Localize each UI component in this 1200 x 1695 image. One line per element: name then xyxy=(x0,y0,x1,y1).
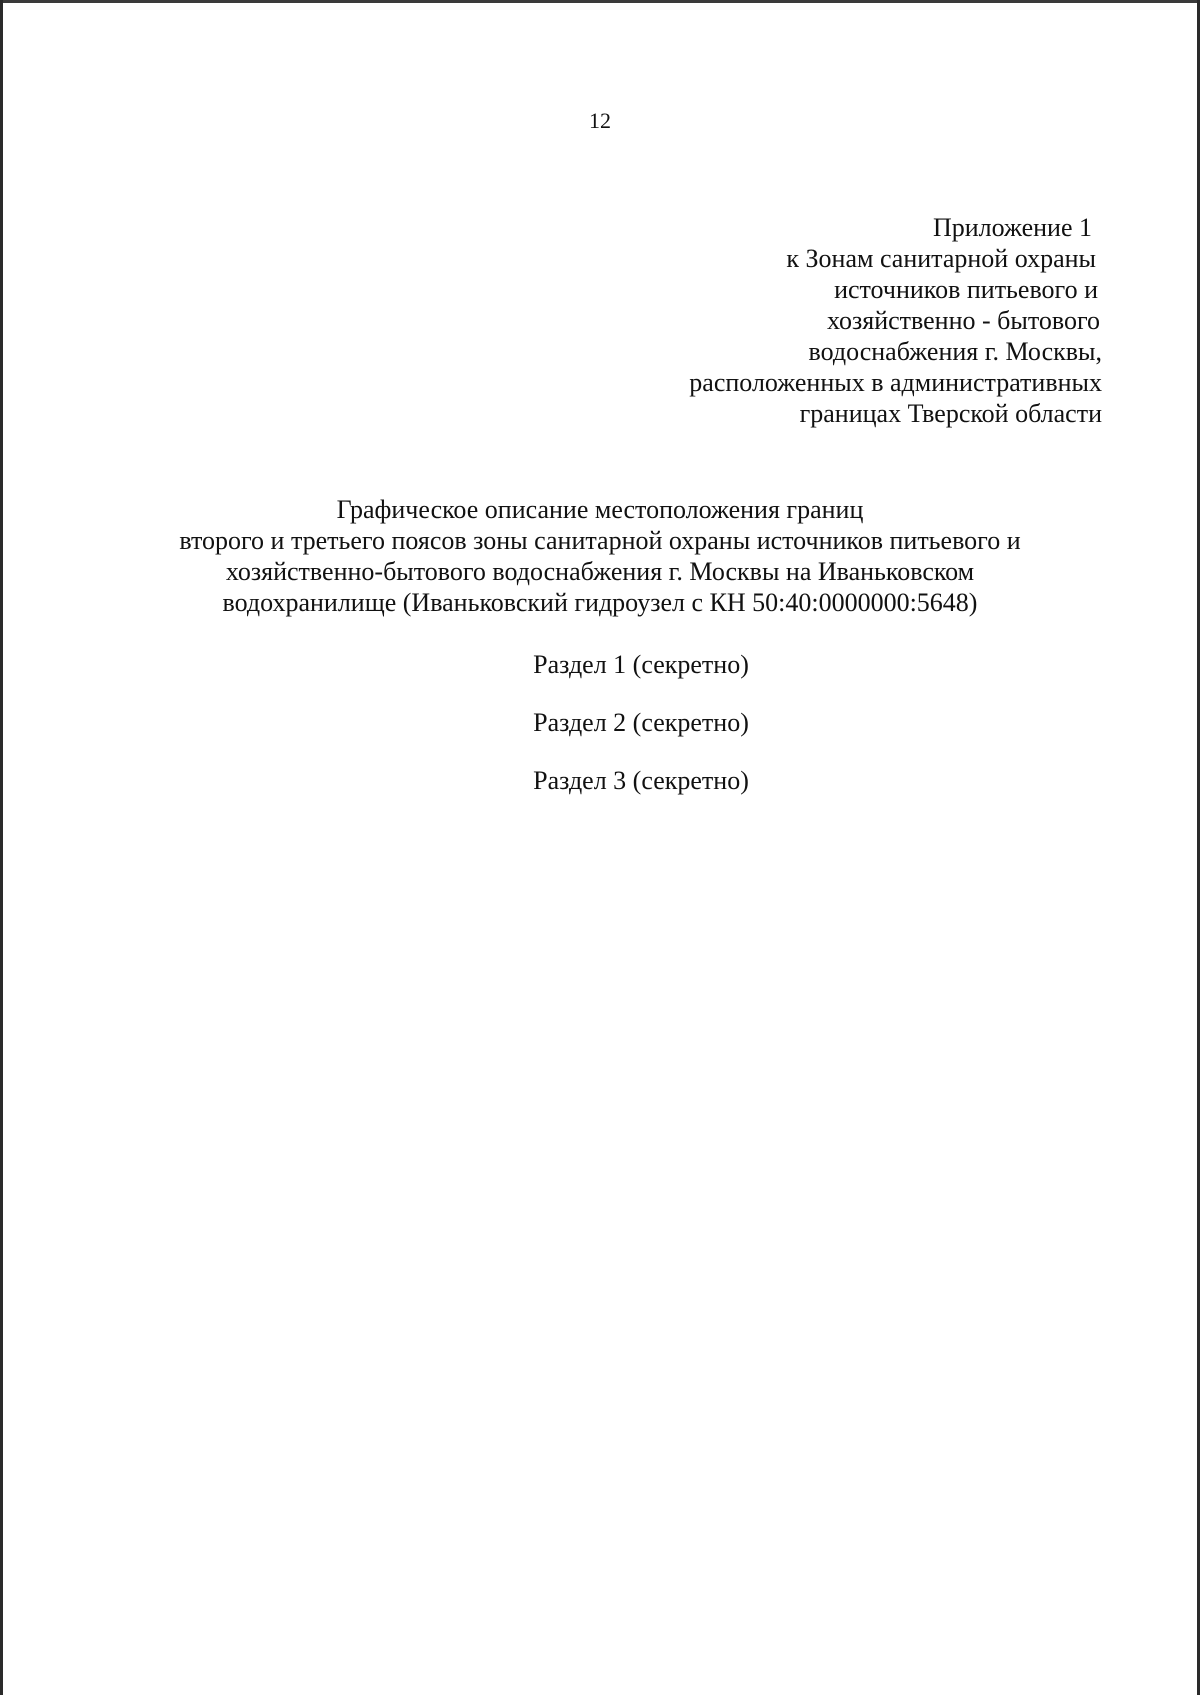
section-3-label: Раздел 3 (секретно) xyxy=(533,766,749,795)
appendix-heading xyxy=(542,212,1102,429)
appendix-line: Приложение 1 xyxy=(932,213,1092,242)
section-list xyxy=(0,649,1200,823)
document-title xyxy=(0,494,1200,618)
appendix-line: расположенных в административных xyxy=(689,368,1102,397)
title-line: хозяйственно-бытового водоснабжения г. Москвы на Иваньковском xyxy=(225,557,975,586)
appendix-line: хозяйственно - бытового xyxy=(826,306,1100,335)
title-line: Графическое описание местоположения границ xyxy=(336,495,864,524)
scan-edge-left xyxy=(0,0,3,1695)
title-line: второго и третьего поясов зоны санитарной охраны источников питьевого и xyxy=(179,526,1021,555)
page-number: 12 xyxy=(589,108,611,133)
scan-edge-top xyxy=(0,0,1200,3)
appendix-line: границах Тверской области xyxy=(799,399,1102,428)
appendix-line: к Зонам санитарной охраны xyxy=(786,244,1096,273)
section-2-label: Раздел 2 (секретно) xyxy=(533,708,749,737)
section-1-label: Раздел 1 (секретно) xyxy=(533,650,749,679)
appendix-line: источников питьевого и xyxy=(834,275,1098,304)
appendix-line: водоснабжения г. Москвы, xyxy=(808,337,1102,366)
title-line: водохранилище (Иваньковский гидроузел с КН 50:40:0000000:5648) xyxy=(222,588,978,617)
